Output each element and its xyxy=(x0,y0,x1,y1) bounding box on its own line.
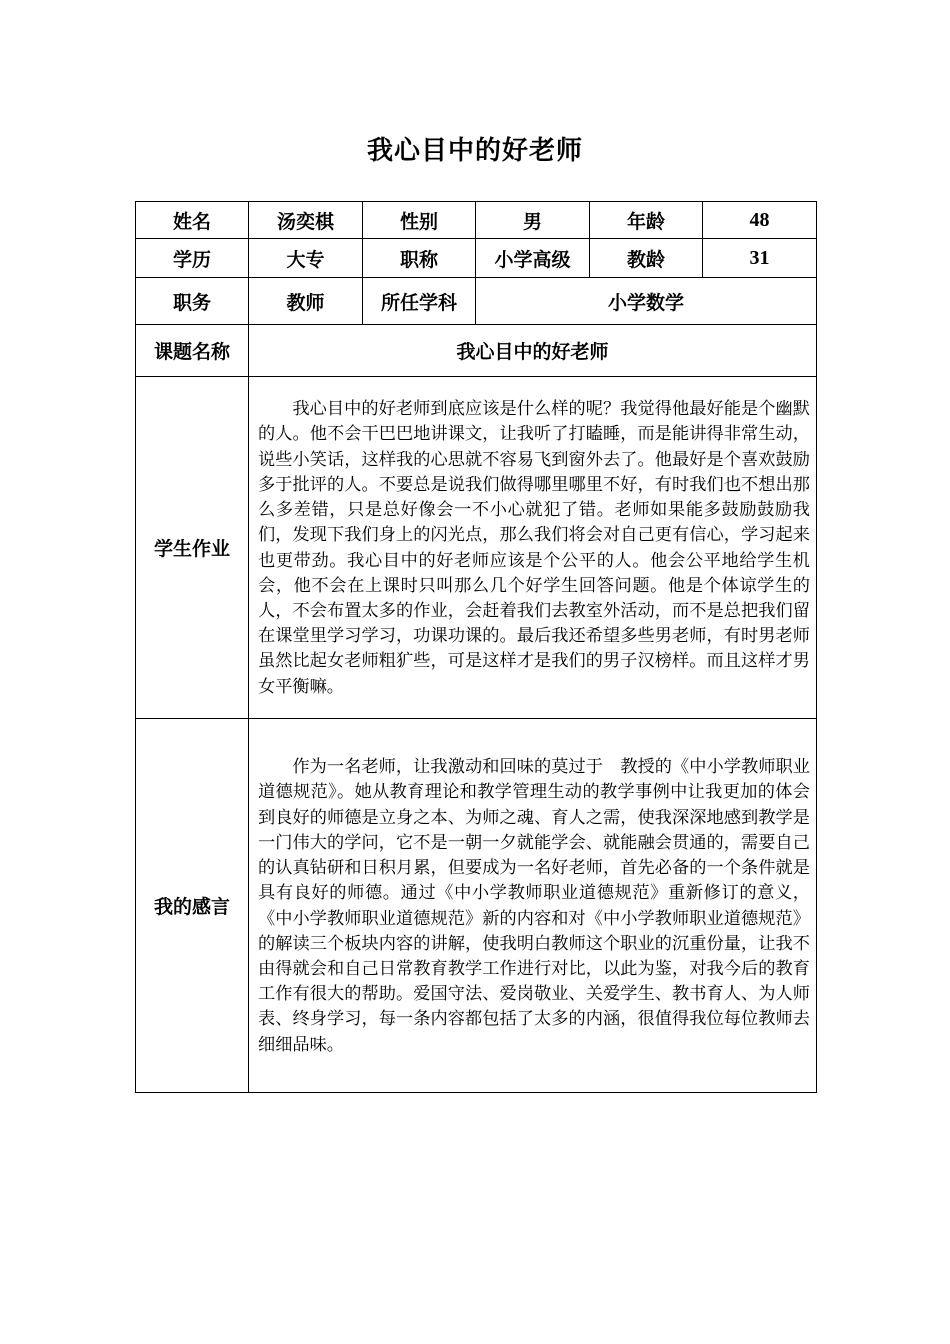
age-value: 48 xyxy=(703,202,817,239)
reflection-text: 作为一名老师，让我激动和回味的莫过于 教授的《中小学教师职业道德规范》。她从教育理论和教学管理生动的教学事例中让我更加的体会到良好的师德是立身之本、为师之魂、育人之需，使我深深地感到教学是一门伟大的学问，它不是一朝一夕就能学会、就能融会贯通的，需要自己的认真钻研和日积月累，但要成为一名好老师，首先必备的一个条件就是具有良好的师德。通过《中小学教师职业道德规范》重新修订的意义，《中小学教师职业道德规范》新的内容和对《中小学教师职业道德规范》的解读三个板块内容的讲解，使我明白教师这个职业的沉重份量，让我不由得就会和自己日常教育教学工作进行对比，以此为鉴，对我今后的教育工作有很大的帮助。爱国守法、爱岗敬业、关爱学生、教书育人、为人师表、终身学习，每一条内容都包括了太多的内涵，很值得我位每位教师去细细品味。 xyxy=(258,757,810,1055)
topic-label: 课题名称 xyxy=(136,325,249,377)
homework-text: 我心目中的好老师到底应该是什么样的呢？我觉得他最好能是个幽默的人。他不会干巴巴地讲课文，让我听了打瞌睡，而是能讲得非常生动，说些小笑话，这样我的心思就不容易飞到窗外去了。他最好是个喜欢鼓励多于批评的人。不要总是说我们做得哪里哪里不好，有时我们也不想出那么多差错，只是总好像会一不小心就犯了错。老师如果能多鼓励鼓励我们，发现下我们身上的闪光点，那么我们将会对自己更有信心，学习起来也更带劲。我心目中的好老师应该是个公平的人。他会公平地给学生机会，他不会在上课时只叫那么几个好学生回答问题。他是个体谅学生的人，不会布置太多的作业，会赶着我们去教室外活动，而不是总把我们留在课堂里学习学习，功课功课的。最后我还希望多些男老师，有时男老师虽然比起女老师粗犷些，可是这样才是我们的男子汉榜样。而且这样才男女平衡嘛。 xyxy=(258,399,810,697)
rank-label: 职称 xyxy=(363,239,476,278)
page-title: 我心目中的好老师 xyxy=(366,136,583,166)
table-row xyxy=(136,377,817,719)
subject-value: 小学数学 xyxy=(476,278,817,325)
name-label: 姓名 xyxy=(136,202,249,239)
subject-label: 所任学科 xyxy=(363,278,476,325)
name-value: 汤奕棋 xyxy=(249,202,363,239)
education-value: 大专 xyxy=(249,239,363,278)
table-row xyxy=(136,239,817,278)
rank-value: 小学高级 xyxy=(476,239,590,278)
teaching-years-value: 31 xyxy=(703,239,817,278)
homework-cell xyxy=(249,377,817,719)
teaching-years-label: 教龄 xyxy=(590,239,703,278)
reflection-label: 我的感言 xyxy=(136,719,249,1093)
position-label: 职务 xyxy=(136,278,249,325)
teacher-info-table xyxy=(135,201,817,1093)
reflection-cell xyxy=(249,719,817,1093)
age-label: 年龄 xyxy=(590,202,703,239)
table-row xyxy=(136,278,817,325)
gender-label: 性别 xyxy=(363,202,476,239)
education-label: 学历 xyxy=(136,239,249,278)
gender-value: 男 xyxy=(476,202,590,239)
homework-label: 学生作业 xyxy=(136,377,249,719)
table-row xyxy=(136,325,817,377)
table-row xyxy=(136,719,817,1093)
topic-value: 我心目中的好老师 xyxy=(249,325,817,377)
position-value: 教师 xyxy=(249,278,363,325)
table-row xyxy=(136,202,817,239)
